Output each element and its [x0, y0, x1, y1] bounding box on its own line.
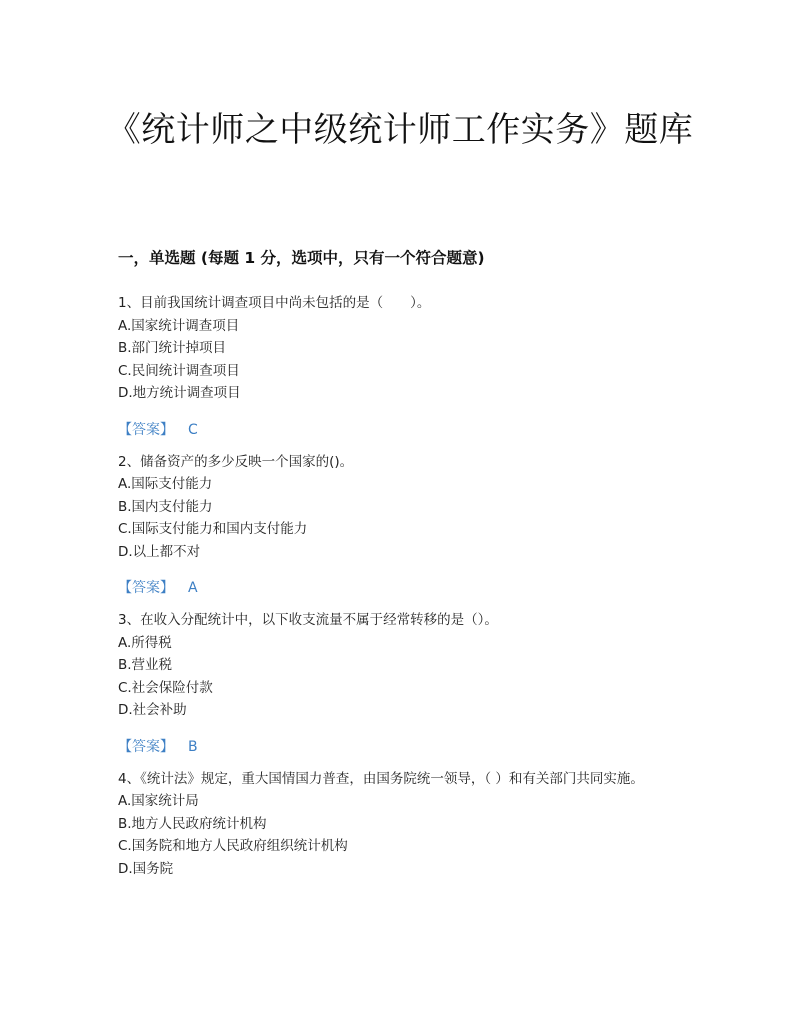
option-c: C.社会保险付款	[118, 679, 213, 696]
option-d: D.以上都不对	[118, 543, 201, 560]
question-4	[118, 768, 698, 881]
option-c: C.国务院和地方人民政府组织统计机构	[118, 838, 348, 854]
option-b: B.国内支付能力	[118, 498, 213, 515]
answer-label: 【答案】	[118, 580, 174, 596]
answer-value: A	[188, 580, 198, 596]
section-heading: 一，单选题 (每题 1 分，选项中，只有一个符合题意)	[118, 249, 485, 267]
option-c: C.民间统计调查项目	[118, 362, 240, 379]
option-d: D.国务院	[118, 860, 174, 877]
answer-value: B	[188, 738, 198, 755]
option-a: A.国家统计调查项目	[118, 317, 240, 334]
question-1	[118, 292, 698, 441]
option-b: B.地方人民政府统计机构	[118, 815, 267, 832]
answer-line	[118, 736, 698, 758]
answer-line	[118, 577, 698, 599]
option-d: D.社会补助	[118, 702, 187, 718]
option-d: D.地方统计调查项目	[118, 385, 241, 401]
question-3	[118, 609, 698, 758]
option-a: A.国家统计局	[118, 793, 199, 809]
question-2	[118, 451, 698, 600]
question-stem: 4、《统计法》规定，重大国情国力普查，由国务院统一领导，（ ）和有关部门共同实施。	[118, 770, 644, 787]
document-title: 《统计师之中级统计师工作实务》题库	[106, 110, 694, 150]
option-b: B.部门统计掉项目	[118, 340, 227, 356]
answer-label: 【答案】	[118, 738, 174, 755]
answer-label: 【答案】	[118, 421, 174, 438]
question-list	[118, 292, 698, 890]
option-c: C.国际支付能力和国内支付能力	[118, 521, 308, 537]
answer-value: C	[188, 421, 198, 438]
question-stem: 3、在收入分配统计中，以下收支流量不属于经常转移的是（）。	[118, 612, 498, 628]
option-a: A.所得税	[118, 634, 172, 651]
option-a: A.国际支付能力	[118, 476, 213, 492]
answer-line	[118, 419, 698, 441]
question-stem: 1、目前我国统计调查项目中尚未包括的是（ ）。	[118, 295, 431, 311]
option-b: B.营业税	[118, 657, 173, 673]
question-stem: 2、储备资产的多少反映一个国家的()。	[118, 453, 354, 470]
